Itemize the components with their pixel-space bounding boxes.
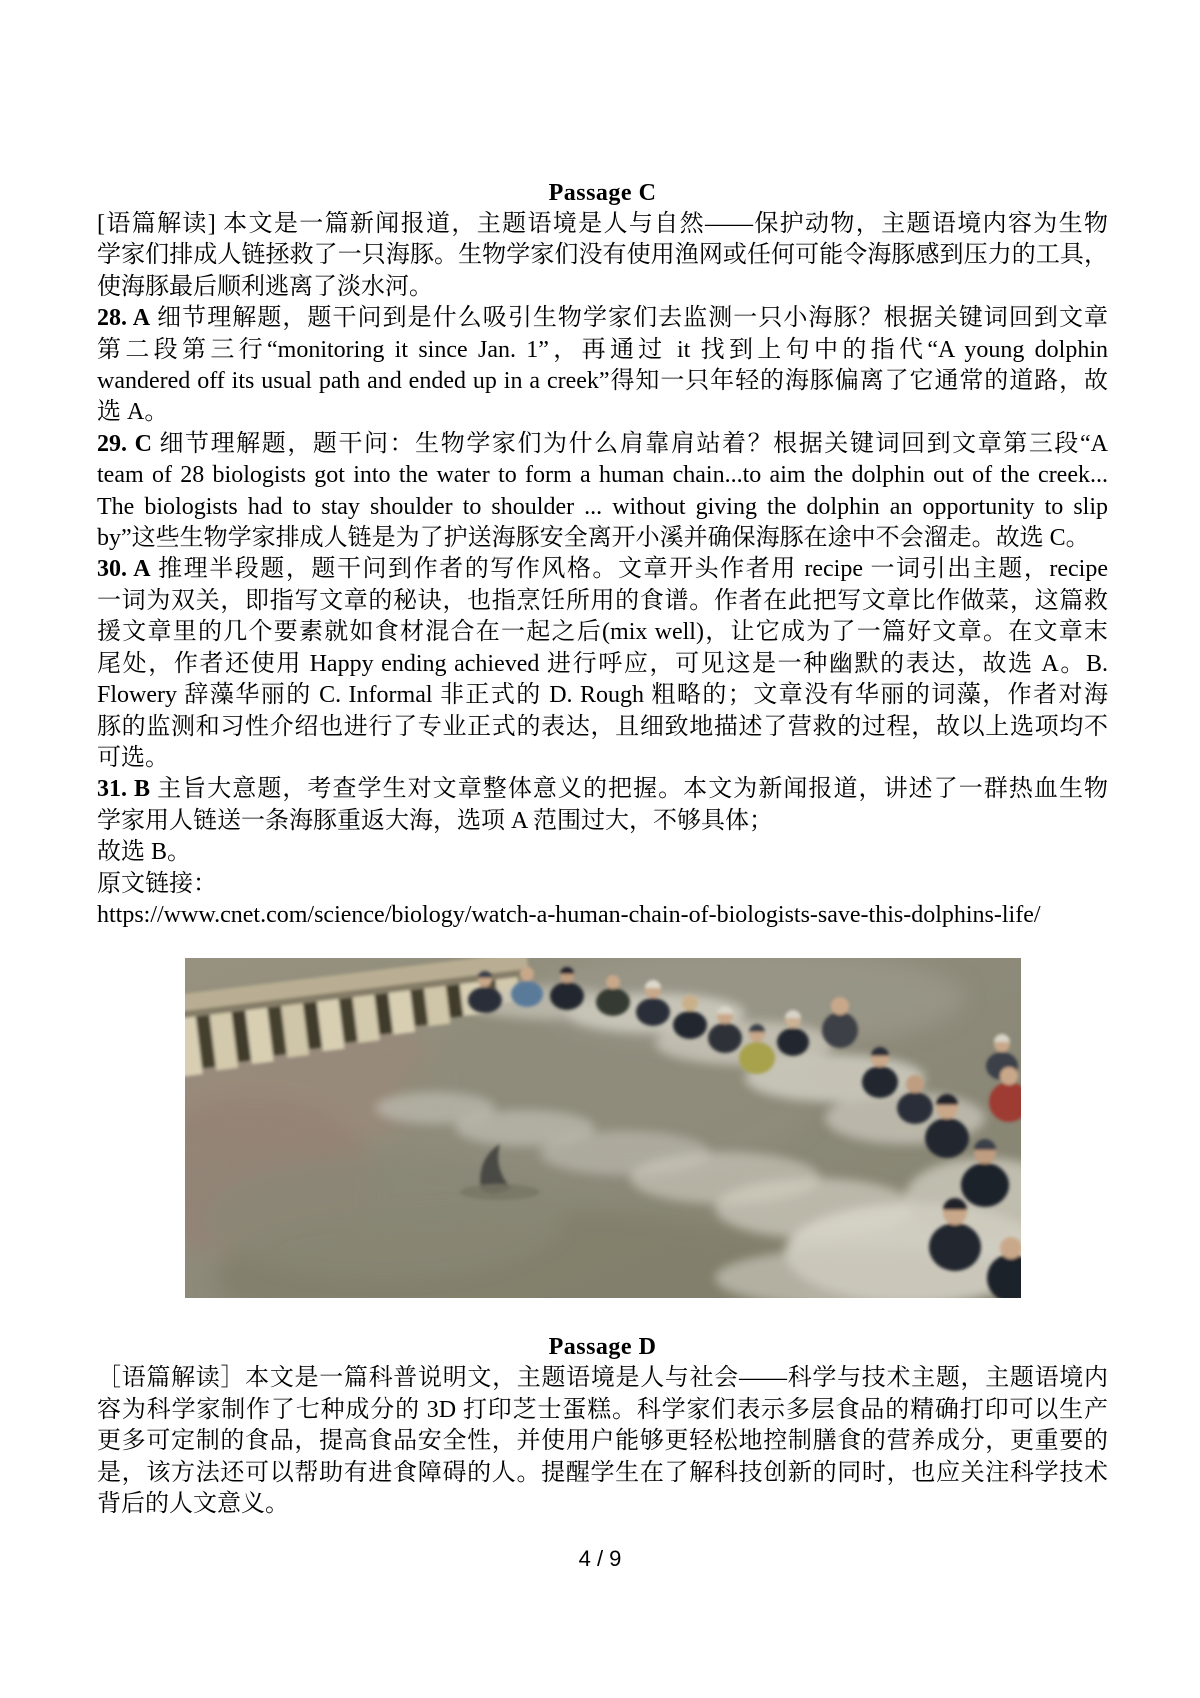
answer-29 — [97, 429, 1108, 555]
photo-container — [185, 958, 1021, 1298]
answer-29-line: by”这些生物学家排成人链是为了护送海豚安全离开小溪并确保海豚在途中不会溜走。故选 C。 — [97, 525, 1090, 552]
passage-d-intro-line: ［语篇解读］本文是一篇科普说明文，主题语境是人与社会——科学与技术主题，主题语境内 — [97, 1365, 1108, 1392]
answer-29-line: 29. C 细节理解题，题干问：生物学家们为什么肩靠肩站着？根据关键词回到文章第三段“A — [97, 430, 1108, 457]
answer-key: 28. A — [97, 305, 151, 332]
answer-28-line: 选 A。 — [97, 399, 169, 426]
passage-c-intro-line: [语篇解读] 本文是一篇新闻报道，主题语境是人与自然——保护动物，主题语境内容为生物 — [97, 211, 1108, 237]
answer-30-line: 豚的监测和习性介绍也进行了专业正式的表达，且细致地描述了营救的过程，故以上选项均不 — [97, 713, 1108, 740]
page-number: 4 / 9 — [578, 1546, 622, 1571]
answer-30 — [97, 554, 1108, 774]
answer-31-line: 31. B 主旨大意题，考查学生对文章整体意义的把握。本文为新闻报道，讲述了一群热血生物 — [97, 776, 1108, 803]
passage-c-intro — [97, 209, 1108, 303]
answer-31 — [97, 774, 1108, 868]
passage-d-intro-line: 背后的人文意义。 — [97, 1490, 289, 1517]
passage-c-intro-line: 使海豚最后顺利逃离了淡水河。 — [97, 273, 433, 300]
source-url-line: https://www.cnet.com/science/biology/watch-a-human-chain-of-biologists-save-this-dolphins-life/ — [97, 901, 1041, 928]
passage-d-intro-line: 容为科学家制作了七种成分的 3D 打印芝士蛋糕。科学家们表示多层食品的精确打印可以生产 — [97, 1396, 1108, 1423]
answer-key: 29. C — [97, 430, 152, 457]
answer-30-line: Flowery 辞藻华丽的 C. Informal 非正式的 D. Rough 粗略的；文章没有华丽的词藻，作者对海 — [97, 682, 1108, 709]
passage-c-intro-line: 学家们排成人链拯救了一只海豚。生物学家们没有使用渔网或任何可能令海豚感到压力的工具， — [97, 242, 1108, 269]
answer-31-line: 学家用人链送一条海豚重返大海，选项 A 范围过大，不够具体； — [97, 807, 774, 834]
source-label-line: 原文链接： — [97, 870, 217, 897]
answer-29-line: team of 28 biologists got into the water to form a human chain...to aim the dolphin out of the creek... — [97, 462, 1108, 489]
answer-key: 30. A — [97, 556, 151, 583]
passage-d-intro-line: 是，该方法还可以帮助有进食障碍的人。提醒学生在了解科技创新的同时，也应关注科学技术 — [97, 1459, 1108, 1486]
passage-d-intro-line: 更多可定制的食品，提高食品安全性，并使用户能够更轻松地控制膳食的营养成分，更重要的 — [97, 1428, 1108, 1455]
answer-30-line: 援文章里的几个要素就如食材混合在一起之后(mix well)，让它成为了一篇好文章。在文章末 — [97, 619, 1108, 646]
answer-29-line: The biologists had to stay shoulder to shoulder ... without giving the dolphin an opportunity to slip — [97, 493, 1108, 520]
answer-28-line: 28. A 细节理解题，题干问到是什么吸引生物学家们去监测一只小海豚？根据关键词回到文章 — [97, 305, 1108, 332]
passage-d-intro — [97, 1363, 1108, 1520]
answer-30-line: 尾处，作者还使用 Happy ending achieved 进行呼应，可见这是一种幽默的表达，故选 A。B. — [97, 650, 1108, 677]
passage-d-title: Passage D — [548, 1334, 657, 1361]
answer-28-line: 第二段第三行“monitoring it since Jan. 1”，再通过 it 找到上句中的指代“A young dolphin — [97, 336, 1108, 363]
source-url — [97, 900, 1108, 931]
answer-28-line: wandered off its usual path and ended up in a creek”得知一只年轻的海豚偏离了它通常的道路，故 — [97, 368, 1108, 395]
source-label — [97, 869, 1108, 900]
passage-c-analysis — [97, 209, 1108, 931]
answer-30-line: 可选。 — [97, 744, 169, 771]
answer-31-line: 故选 B。 — [97, 839, 192, 866]
answer-30-line: 一词为双关，即指写文章的秘诀，也指烹饪所用的食谱。作者在此把写文章比作做菜，这篇救 — [97, 587, 1108, 614]
answer-28 — [97, 303, 1108, 429]
passage-d-analysis — [97, 1363, 1108, 1520]
answer-30-line: 30. A 推理半段题，题干问到作者的写作风格。文章开头作者用 recipe 一词引出主题，recipe — [97, 556, 1108, 583]
passage-c-title: Passage C — [548, 180, 657, 206]
answer-key: 31. B — [97, 776, 151, 803]
dolphin-rescue-photo — [185, 958, 1021, 1298]
